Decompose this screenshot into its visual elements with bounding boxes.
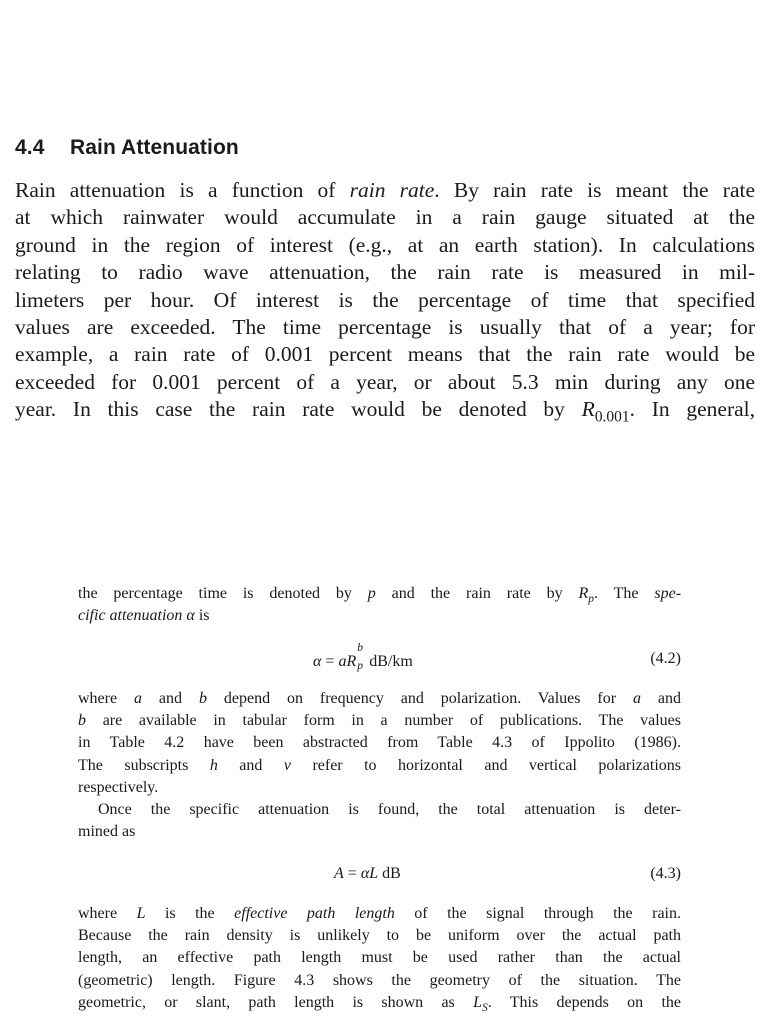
paragraph-line: Rain attenuation is a function of rain rate. By rain rate is meant the rate: [15, 178, 755, 202]
paragraph-line: mined as: [78, 823, 136, 841]
paragraph-line: b are available in tabular form in a number of publications. The values: [78, 712, 681, 730]
section-number: 4.4: [15, 136, 45, 159]
paragraph-line: respectively.: [78, 778, 159, 796]
paragraph-line: example, a rain rate of 0.001 percent means that the rain rate would be: [15, 342, 755, 367]
equation-number: (4.3): [650, 865, 681, 882]
paragraph-line: Because the rain density is unlikely to be uniform over the actual path: [78, 927, 681, 945]
coefficients-paragraph: [78, 688, 681, 843]
paragraph-line: exceeded for 0.001 percent of a year, or about 5.3 min during any one: [15, 369, 755, 394]
equation-number: (4.2): [650, 650, 681, 667]
path-length-paragraph: [78, 903, 681, 1014]
specific-attenuation-paragraph: [78, 583, 681, 627]
equation-4-2: [78, 642, 681, 672]
paragraph-line: relating to radio wave attenuation, the rain rate is measured in mil-: [15, 260, 755, 285]
paragraph-line: the percentage time is denoted by p and the rain rate by $R_p$. The spe-: [78, 585, 682, 606]
section-title: Rain Attenuation: [70, 136, 239, 159]
paragraph-line: at which rainwater would accumulate in a rain gauge situated at the: [15, 205, 755, 230]
paragraph-line: year. In this case the rain rate would be denoted by $R_{0.001}$. In general,: [15, 397, 756, 426]
equation-4-3: [78, 865, 681, 887]
paragraph-line: (geometric) length. Figure 4.3 shows the geometry of the situation. The: [78, 971, 681, 989]
section-heading: [15, 136, 239, 160]
paragraph-line: length, an effective path length must be used rather than the actual: [78, 949, 681, 967]
paragraph-line: The subscripts h and v refer to horizontal and vertical polarizations: [78, 756, 681, 774]
paragraph-line: cific attenuation α is: [78, 607, 210, 625]
paragraph-line: Once the specific attenuation is found, the total attenuation is deter-: [98, 800, 681, 818]
intro-paragraph: [15, 177, 755, 424]
paragraph-line: geometric, or slant, path length is shown as $L_S$. This depends on the: [78, 993, 681, 1014]
paragraph-line: limeters per hour. Of interest is the percentage of time that specified: [15, 287, 755, 312]
paragraph-line: in Table 4.2 have been abstracted from Table 4.3 of Ippolito (1986).: [78, 734, 681, 752]
paragraph-line: where a and b depend on frequency and polarization. Values for a and: [78, 690, 682, 707]
paragraph-line: where L is the effective path length of the signal through the rain.: [78, 905, 681, 922]
equation-formula: A = αL dB: [334, 865, 401, 882]
paragraph-line: ground in the region of interest (e.g., at an earth station). In calculations: [15, 232, 755, 257]
equation-formula: α = aR b p dB/km: [313, 642, 413, 672]
paragraph-line: values are exceeded. The time percentage is usually that of a year; for: [15, 314, 755, 339]
